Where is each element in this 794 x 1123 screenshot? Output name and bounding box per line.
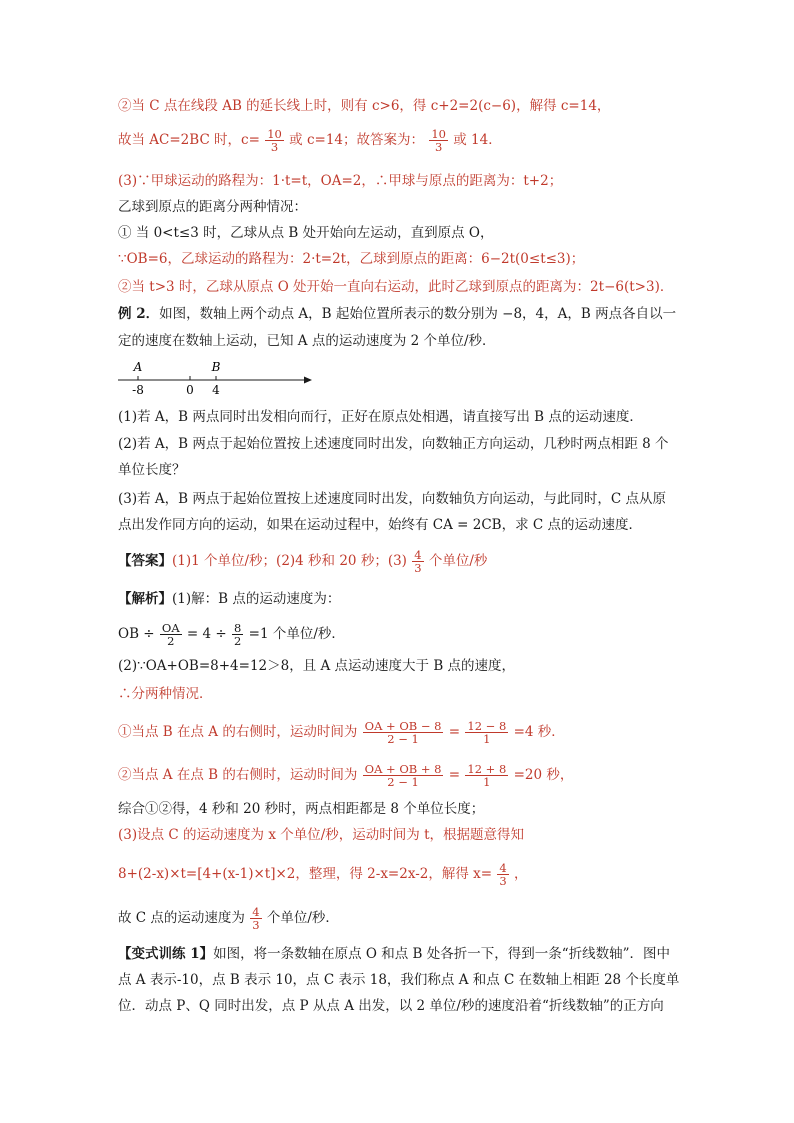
line-c-extension: ②当 C 点在线段 AB 的延长线上时，则有 c>6，得 c+2=2(c−6)，解得 c=14， [118,98,611,114]
fraction-case-2-value: $\frac{12 + 8}{1}$ [467,762,507,789]
fraction-4-3: $\frac{4}{3}$ [414,548,422,575]
line-case-1-distance: ∵OB=6，乙球运动的路程为：2·t=2t，乙球到原点的距离：6−2t(0≤t≤3)； [118,251,585,267]
question-2-cont: 单位长度？ [118,462,186,478]
question-3: (3)若 A，B 两点于起始位置按上述速度同时出发，向数轴负方向运动，与此同时，C 点从原 [118,491,666,507]
variant-training-1-cont-2: 位．动点 P、Q 同时出发，点 P 从点 A 出发，以 2 单位/秒的速度沿着“折线数轴”的正方向 [118,998,664,1014]
question-3-cont: 点出发作同方向的运动，如果在运动过程中，始终有 CA = 2CB，求 C 点的运动速度． [118,517,643,533]
explanation-case-1: ①当点 B 在点 A 的右侧时，运动时间为 $\frac{OA + OB - 8}{2 - 1}$ = $\frac{12 - 8}{1}$ =4 秒． [118,719,565,746]
explanation-case-2: ②当点 A 在点 B 的右侧时，运动时间为 $\frac{OA + OB + 8}{2 - 1}$ = $\frac{12 + 8}{1}$ =20 秒， [118,762,574,789]
answer-line: 【答案】(1)1 个单位/秒；(2)4 秒和 20 秒；(3) $\frac{4}{3}$ 个单位/秒 [118,548,488,575]
line-ball-b-cases: 乙球到原点的距离分两种情况： [118,199,307,215]
explanation-1: 【解析】(1)解：B 点的运动速度为： [118,591,341,607]
fraction-oa-2: $\frac{OA}{2}$ [161,621,180,648]
fraction-10-3-b: $\frac{10}{3}$ [431,127,446,154]
variant-training-1: 【变式训练 1】如图，将一条数轴在原点 O 和点 B 处各折一下，得到一条“折线数轴”．图中 [118,946,671,962]
fraction-10-3: $\frac{10}{3}$ [267,127,282,154]
fraction-case-2: $\frac{OA + OB + 8}{2 - 1}$ [364,762,442,789]
fraction-case-1: $\frac{OA + OB - 8}{2 - 1}$ [364,719,442,746]
number-line-arrow [304,377,312,384]
example-2-intro: 例 2．如图，数轴上两个动点 A，B 起始位置所表示的数分别为 −8，4，A，B 两点各自以一 [118,306,677,322]
fraction-4-3-c: $\frac{4}{3}$ [252,905,260,932]
line-answer-c: 故当 AC=2BC 时，c= $\frac{10}{3}$ 或 c=14；故答案为： $\frac{10}{3}$ 或 14． [118,127,502,154]
question-1: (1)若 A，B 两点同时出发相向而行，正好在原点处相遇，请直接写出 B 点的运动速度． [118,409,643,425]
number-line-value-label: -8 [132,383,144,397]
number-line-points [132,360,220,397]
number-line-value-label: 4 [212,383,220,397]
line-case-1: ① 当 0<t≤3 时，乙球从点 B 处开始向左运动，直到原点 O， [118,225,494,241]
line-ball-a: (3)∵甲球运动的路程为：1·t=t，OA=2，∴甲球与原点的距离为：t+2； [118,173,563,189]
explanation-conclusion: 故 C 点的运动速度为 $\frac{4}{3}$ 个单位/秒． [118,905,339,932]
explanation-2: OB ÷ $\frac{OA}{2}$ = 4 ÷ $\frac{8}{2}$ =1 个单位/秒． [118,621,345,648]
line-case-2: ②当 t>3 时，乙球从原点 O 处开始一直向右运动，此时乙球到原点的距离为：2t−6(t>3)． [118,279,674,295]
number-line-value-label: 0 [186,383,194,397]
variant-training-1-cont: 点 A 表示-10，点 B 表示 10，点 C 表示 18，我们称点 A 和点 C 在数轴上相距 28 个长度单 [118,972,680,988]
fraction-case-1-value: $\frac{12 - 8}{1}$ [467,719,507,746]
number-line-figure [118,357,318,397]
number-line-point-label: B [211,360,221,374]
fraction-4-3-x: $\frac{4}{3}$ [499,861,507,888]
explanation-3: (2)∵OA+OB=8+4=12＞8，且 A 点运动速度大于 B 点的速度， [118,658,516,674]
explanation-summary: 综合①②得，4 秒和 20 秒时，两点相距都是 8 个单位长度； [118,801,485,817]
fraction-8-2: $\frac{8}{2}$ [234,621,242,648]
explanation-3-setup: (3)设点 C 的运动速度为 x 个单位/秒，运动时间为 t，根据题意得知 [118,827,524,843]
example-2-intro-cont: 定的速度在数轴上运动，已知 A 点的运动速度为 2 个单位/秒． [118,333,496,349]
explanation-4: ∴分两种情况． [118,686,213,702]
number-line-point-label: A [133,360,143,374]
explanation-3-equation: 8+(2-x)×t=[4+(x-1)×t]×2，整理，得 2-x=2x-2，解得 x= $\frac{4}{3}$ ， [118,861,528,888]
question-2: (2)若 A，B 两点于起始位置按上述速度同时出发，向数轴正方向运动，几秒时两点相距 8 个 [118,436,669,452]
